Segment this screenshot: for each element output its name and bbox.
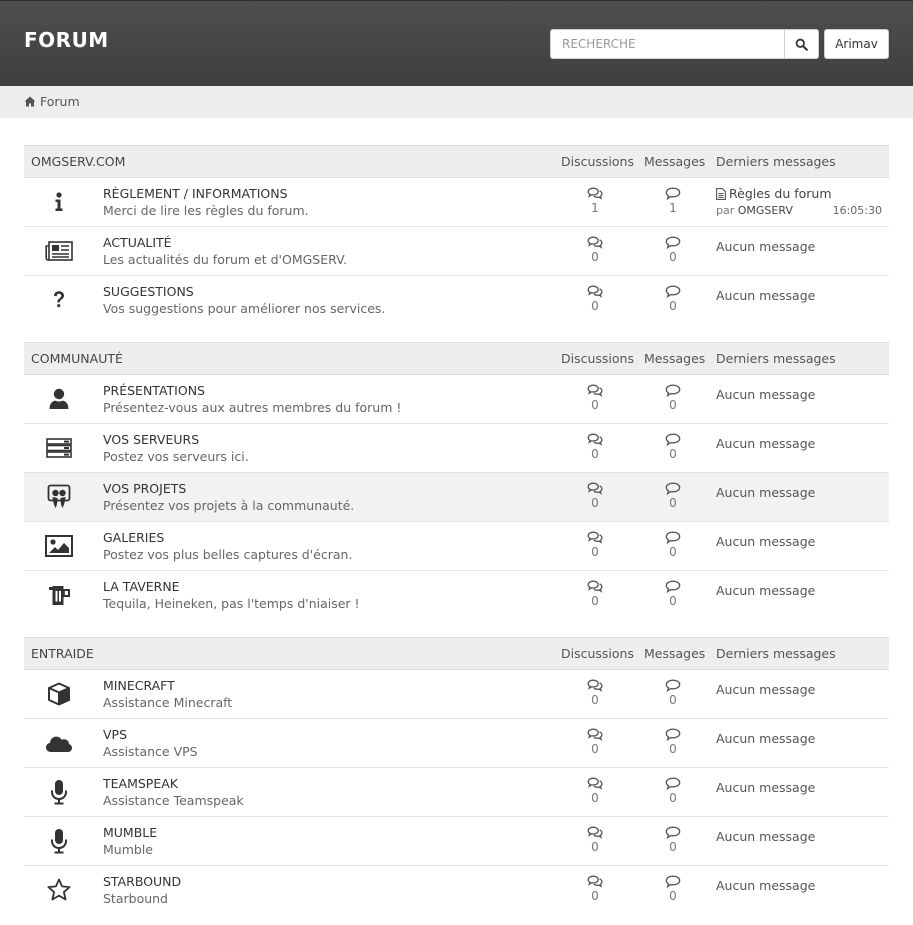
forum-description: Les actualités du forum et d'OMGSERV. (103, 252, 348, 267)
messages-count: 0 (658, 531, 688, 559)
last-post-link[interactable]: Règles du forum (716, 186, 832, 201)
column-messages: Messages (644, 351, 706, 366)
last-post-time: 16:05:30 (832, 204, 882, 217)
messages-count: 0 (658, 285, 688, 313)
search-icon (795, 38, 808, 51)
discussions-count: 0 (580, 580, 610, 608)
messages-count: 0 (658, 777, 688, 805)
column-last-messages: Derniers messages (716, 351, 836, 366)
discussions-icon (587, 777, 603, 790)
forum-description: Starbound (103, 891, 168, 906)
home-icon (24, 96, 36, 107)
section-title[interactable]: COMMUNAUTÉ (31, 351, 123, 366)
user-icon (45, 385, 73, 413)
last-post: Aucun message (716, 288, 816, 303)
forum-description: Tequila, Heineken, pas l'temps d'niaiser ! (103, 596, 360, 611)
forum-title[interactable]: ACTUALITÉ (103, 235, 172, 250)
last-post: Aucun message (716, 731, 816, 746)
messages-count: 0 (658, 679, 688, 707)
forum-title[interactable]: SUGGESTIONS (103, 284, 194, 299)
forum-description: Assistance Teamspeak (103, 793, 244, 808)
forum-row (24, 719, 889, 768)
forum-title[interactable]: VOS PROJETS (103, 481, 187, 496)
last-post: Aucun message (716, 534, 816, 549)
message-icon (665, 236, 681, 249)
discussions-icon (587, 531, 603, 544)
message-icon (665, 580, 681, 593)
forum-row (24, 817, 889, 866)
message-icon (665, 826, 681, 839)
column-discussions: Discussions (561, 646, 634, 661)
last-post: Aucun message (716, 583, 816, 598)
forum-row (24, 768, 889, 817)
last-post: Aucun message (716, 436, 816, 451)
message-icon (665, 728, 681, 741)
discussions-icon (587, 384, 603, 397)
discussions-icon (587, 728, 603, 741)
forum-row (24, 571, 889, 620)
forum-description: Assistance VPS (103, 744, 198, 759)
discussions-count: 0 (580, 285, 610, 313)
forum-row (24, 866, 889, 915)
messages-count: 1 (658, 187, 688, 215)
forum-description: Postez vos serveurs ici. (103, 449, 249, 464)
forum-title[interactable]: MINECRAFT (103, 678, 175, 693)
message-icon (665, 679, 681, 692)
site-brand[interactable]: FORUM (24, 28, 109, 52)
forum-row (24, 375, 889, 424)
microphone-icon (45, 827, 73, 855)
forum-description: Mumble (103, 842, 153, 857)
forum-title[interactable]: GALERIES (103, 530, 165, 545)
cloud-icon (45, 729, 73, 757)
last-post-author: par OMGSERV (716, 204, 793, 217)
forum-row (24, 227, 889, 276)
messages-count: 0 (658, 728, 688, 756)
forum-row (24, 522, 889, 571)
section-omgserv (24, 145, 889, 325)
forum-description: Présentez-vous aux autres membres du forum ! (103, 400, 402, 415)
message-icon (665, 875, 681, 888)
forum-row (24, 473, 889, 522)
column-discussions: Discussions (561, 351, 634, 366)
section-entraide (24, 637, 889, 915)
star-outline-icon (45, 876, 73, 904)
breadcrumb-forum[interactable]: Forum (40, 94, 80, 109)
discussions-count: 0 (580, 826, 610, 854)
section-header (24, 342, 889, 375)
question-icon (45, 286, 73, 314)
section-header (24, 145, 889, 178)
site-header (0, 0, 913, 86)
discussions-count: 1 (580, 187, 610, 215)
discussions-icon (587, 580, 603, 593)
cube-icon (45, 680, 73, 708)
forum-title[interactable]: STARBOUND (103, 874, 182, 889)
discussions-icon (587, 187, 603, 200)
messages-count: 0 (658, 236, 688, 264)
message-icon (665, 187, 681, 200)
image-icon (45, 532, 73, 560)
discussions-count: 0 (580, 433, 610, 461)
section-header (24, 637, 889, 670)
discussions-icon (587, 482, 603, 495)
discussions-count: 0 (580, 728, 610, 756)
last-post: Aucun message (716, 239, 816, 254)
last-post: Aucun message (716, 878, 816, 893)
forum-title[interactable]: LA TAVERNE (103, 579, 180, 594)
forum-row (24, 670, 889, 719)
last-post: Aucun message (716, 682, 816, 697)
message-icon (665, 482, 681, 495)
message-icon (665, 433, 681, 446)
last-post: Aucun message (716, 387, 816, 402)
section-communaute (24, 342, 889, 620)
user-menu-button[interactable]: Arimav (824, 29, 889, 59)
forum-title[interactable]: PRÉSENTATIONS (103, 383, 205, 398)
forum-description: Postez vos plus belles captures d'écran. (103, 547, 353, 562)
microphone-icon (45, 778, 73, 806)
forum-description: Merci de lire les règles du forum. (103, 203, 309, 218)
breadcrumb-bar (0, 86, 913, 118)
messages-count: 0 (658, 384, 688, 412)
column-last-messages: Derniers messages (716, 154, 836, 169)
last-post: Aucun message (716, 485, 816, 500)
discussions-count: 0 (580, 531, 610, 559)
messages-count: 0 (658, 482, 688, 510)
section-title[interactable]: ENTRAIDE (31, 646, 94, 661)
discussions-count: 0 (580, 384, 610, 412)
last-post: Aucun message (716, 829, 816, 844)
messages-count: 0 (658, 826, 688, 854)
discussions-icon (587, 236, 603, 249)
message-icon (665, 384, 681, 397)
discussions-count: 0 (580, 679, 610, 707)
discussions-icon (587, 826, 603, 839)
forum-title[interactable]: MUMBLE (103, 825, 158, 840)
column-discussions: Discussions (561, 154, 634, 169)
messages-count: 0 (658, 433, 688, 461)
document-icon (716, 188, 726, 200)
section-title[interactable]: OMGSERV.COM (31, 154, 126, 169)
last-post: Aucun message (716, 780, 816, 795)
message-icon (665, 285, 681, 298)
discussions-icon (587, 875, 603, 888)
column-messages: Messages (644, 154, 706, 169)
discussions-count: 0 (580, 875, 610, 903)
discussions-count: 0 (580, 777, 610, 805)
discussions-icon (587, 285, 603, 298)
discussions-icon (587, 433, 603, 446)
forum-title[interactable]: TEAMSPEAK (103, 776, 178, 791)
discussions-icon (587, 679, 603, 692)
discussions-count: 0 (580, 236, 610, 264)
search-input[interactable] (550, 29, 785, 59)
column-last-messages: Derniers messages (716, 646, 836, 661)
forum-description: Assistance Minecraft (103, 695, 233, 710)
forum-title[interactable]: RÈGLEMENT / INFORMATIONS (103, 186, 288, 201)
discussions-count: 0 (580, 482, 610, 510)
info-icon (45, 188, 73, 216)
column-messages: Messages (644, 646, 706, 661)
breadcrumb[interactable] (24, 94, 80, 109)
forum-row (24, 178, 889, 227)
beer-icon (45, 581, 73, 609)
author-link[interactable]: OMGSERV (737, 204, 793, 217)
message-icon (665, 531, 681, 544)
forum-row (24, 276, 889, 325)
forum-description: Vos suggestions pour améliorer nos services. (103, 301, 386, 316)
forum-title[interactable]: VPS (103, 727, 128, 742)
newspaper-icon (45, 237, 73, 265)
forum-title[interactable]: VOS SERVEURS (103, 432, 200, 447)
messages-count: 0 (658, 875, 688, 903)
search-button[interactable] (784, 29, 819, 59)
messages-count: 0 (658, 580, 688, 608)
forum-row (24, 424, 889, 473)
server-icon (45, 434, 73, 462)
slideshare-icon (45, 483, 73, 511)
message-icon (665, 777, 681, 790)
forum-description: Présentez vos projets à la communauté. (103, 498, 355, 513)
